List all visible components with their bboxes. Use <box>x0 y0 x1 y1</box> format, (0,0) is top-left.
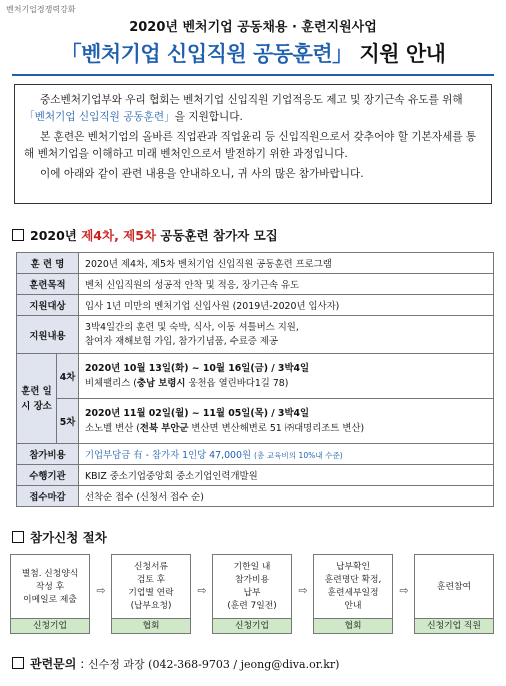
section-recruit-heading <box>12 226 278 244</box>
program-info-table <box>16 252 494 507</box>
title-program: 벤처기업 신입직원 공동훈련 <box>81 42 333 66</box>
arrow-right-icon: ⇨ <box>399 584 409 597</box>
row-label-org: 수행기관 <box>17 465 79 486</box>
intro-p1-text: 중소벤처기업부와 우리 협회는 벤처기업 신입직원 기업적응도 제고 및 장기근속 유도를 위해 <box>40 94 463 106</box>
checkbox-square-icon <box>12 229 24 241</box>
contact-separator: : <box>76 657 89 671</box>
round-4-label: 4차 <box>57 354 79 399</box>
round-5-place-region: 전북 부안군 <box>139 423 189 434</box>
row-value-org: KBIZ 중소기업중앙회 중소기업인력개발원 <box>79 465 494 486</box>
flow-step-4 <box>313 554 393 634</box>
checkbox-square-icon <box>12 531 24 543</box>
row-label-purpose: 훈련목적 <box>17 274 79 295</box>
fee-text: 기업부담금 有 - 참가자 1인당 47,000원 <box>85 450 255 461</box>
flow-step-1 <box>10 554 90 634</box>
section2-title: 참가신청 절차 <box>30 530 107 545</box>
support-line-1: 3박4일간의 훈련 및 숙박, 식사, 이동 셔틀버스 지원, <box>85 321 299 333</box>
table-row <box>17 274 494 295</box>
flow-step-text: 별첨. 신청양식 작성 후 이메일로 제출 <box>21 568 79 605</box>
row-label-schedule: 훈련 일시 장소 <box>17 354 57 444</box>
row-value-target: 입사 1년 미만의 벤처기업 신입사원 (2019년-2020년 입사자) <box>79 295 494 316</box>
flow-step-text: 납부확인 훈련명단 확정, 훈련세부일정 안내 <box>324 562 382 611</box>
round-5-details <box>79 399 494 444</box>
round-4-place <box>85 376 487 391</box>
section1-rest: 공동훈련 참가자 모집 <box>156 228 278 243</box>
flow-step-actor: 협회 <box>112 618 190 633</box>
round-4-date: 2020년 10월 13일(화) ~ 10월 16일(금) / 3박4일 <box>85 363 310 374</box>
header-tag: 벤처기업경쟁력강화 <box>6 5 76 14</box>
flow-step-text: 기한일 내 참가비용 납부 (훈련 7일전) <box>227 562 277 611</box>
table-row <box>17 354 494 399</box>
round-4-place-c: 웅천읍 열린바다1길 78) <box>185 378 289 389</box>
round-4-place-a: 비체팰리스 ( <box>85 378 137 389</box>
round-5-place <box>85 421 487 436</box>
row-value-purpose: 벤처 신입직원의 성공적 안착 및 적응, 장기근속 유도 <box>79 274 494 295</box>
support-line-2: 참여자 재해보험 가입, 참가기념품, 수료증 제공 <box>85 335 278 347</box>
flow-step-3 <box>212 554 292 634</box>
row-value-support <box>79 316 494 354</box>
fee-note: (총 교육비의 10%내 수준) <box>254 451 343 460</box>
round-4-place-region: 충남 보령시 <box>136 378 186 389</box>
page-subtitle: 2020년 벤처기업 공동채용 · 훈련지원사업 <box>129 20 377 35</box>
row-label-name: 훈 련 명 <box>17 253 79 274</box>
arrow-right-icon: ⇨ <box>96 584 106 597</box>
flow-step-actor: 신청기업 <box>11 618 89 633</box>
table-row <box>17 444 494 465</box>
flow-step-actor: 신청기업 <box>213 618 291 633</box>
section1-rounds: 제4차, 제5차 <box>81 228 157 243</box>
intro-p1-tail: 을 지원합니다. <box>174 111 243 123</box>
row-value-deadline: 선착순 접수 (신청서 접수 순) <box>79 486 494 507</box>
intro-p1-highlight: 「벤처기업 신입직원 공동훈련」 <box>24 111 175 123</box>
round-5-label: 5차 <box>57 399 79 444</box>
round-5-place-c: 변산면 변산해변로 51 ㈜대명리조트 변산) <box>188 423 365 434</box>
contact-info <box>12 655 339 672</box>
table-row <box>17 465 494 486</box>
arrow-right-icon: ⇨ <box>298 584 308 597</box>
flow-step-2 <box>111 554 191 634</box>
flow-step-text: 신청서류 검토 후 기업별 연락 (납부요청) <box>128 562 174 611</box>
flow-step-text: 훈련참여 <box>437 581 471 592</box>
intro-paragraph-3: 이에 아래와 같이 관련 내용을 안내하오니, 귀 사의 많은 참가바랍니다. <box>40 168 364 180</box>
section1-year: 2020년 <box>30 228 82 243</box>
row-label-target: 지원대상 <box>17 295 79 316</box>
flow-step-actor: 신청기업 직원 <box>415 618 493 633</box>
round-4-details <box>79 354 494 399</box>
arrow-right-icon: ⇨ <box>197 584 207 597</box>
title-bracket-close: 」 <box>332 42 353 66</box>
contact-value[interactable]: 신수정 과장 (042-368-9703 / jeong@diva.or.kr) <box>88 658 340 671</box>
table-row <box>17 399 494 444</box>
round-5-place-a: 소노벨 변산 ( <box>85 423 140 434</box>
round-5-date: 2020년 11월 02일(월) ~ 11월 05일(목) / 3박4일 <box>85 408 310 419</box>
title-bracket-open: 「 <box>60 42 82 66</box>
flow-step-5 <box>414 554 494 634</box>
intro-paragraph-2: 본 훈련은 벤처기업의 올바른 직업관과 직업윤리 등 신입직원으로서 갖추어야 할 기본자세를 통해 벤처기업을 이해하고 미래 벤처인으로서 발전하기 위한 과정입니다. <box>24 131 477 160</box>
table-row <box>17 486 494 507</box>
flow-step-actor: 협회 <box>314 618 392 633</box>
row-value-name: 2020년 제4차, 제5차 벤처기업 신입직원 공동훈련 프로그램 <box>79 253 494 274</box>
row-value-fee <box>79 444 494 465</box>
intro-paragraph-1 <box>24 92 482 126</box>
title-divider <box>12 74 494 76</box>
table-row <box>17 316 494 354</box>
intro-box <box>14 84 492 204</box>
row-label-support: 지원내용 <box>17 316 79 354</box>
contact-label: 관련문의 <box>30 657 77 671</box>
page-title <box>0 38 506 68</box>
checkbox-square-icon <box>12 657 24 669</box>
title-suffix: 지원 안내 <box>352 42 446 66</box>
row-label-deadline: 접수마감 <box>17 486 79 507</box>
section-procedure-heading <box>12 528 107 546</box>
application-flow <box>10 554 496 634</box>
table-row <box>17 253 494 274</box>
table-row <box>17 295 494 316</box>
row-label-fee: 참가비용 <box>17 444 79 465</box>
